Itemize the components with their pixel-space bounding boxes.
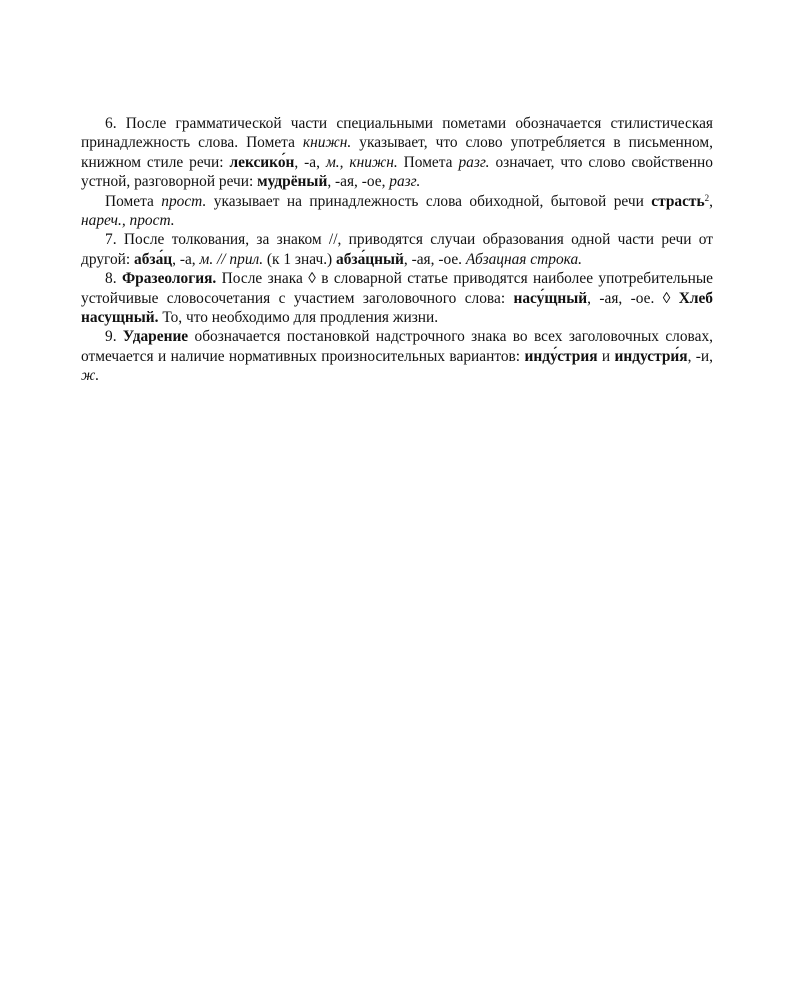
- text-run: ,: [709, 192, 713, 210]
- italic-label: ж.: [81, 367, 100, 385]
- bold-term: инду́стрия: [524, 347, 598, 365]
- bold-term: страсть: [651, 192, 705, 210]
- text-run: Помета: [105, 192, 162, 210]
- italic-label: м. // прил.: [199, 250, 264, 268]
- text-run: означает, что слово свойственно устной, разговорной речи:: [81, 153, 713, 191]
- bold-term: Фразеология.: [121, 270, 217, 288]
- text-run: указывает на принадлежность слова обиходной, бытовой речи: [206, 192, 652, 210]
- bold-term: насу́щный: [513, 289, 588, 307]
- text-run: То, что необходимо для продления жизни.: [158, 309, 439, 327]
- text-run: , -и,: [687, 347, 713, 365]
- bold-term: мудрёный: [257, 173, 328, 191]
- paragraph-6-prost-label: [81, 192, 713, 231]
- paragraph-7-derivation: [81, 230, 713, 269]
- italic-label: книжн.: [302, 134, 352, 152]
- text-run: 7. После толкования, за знаком //, приводятся случаи образования одной части речи от другой:: [81, 231, 713, 268]
- bold-term: лексико́н: [229, 153, 295, 171]
- italic-label: прост.: [161, 192, 207, 210]
- italic-label: разг.: [458, 153, 490, 171]
- text-run: , -а,: [294, 153, 326, 171]
- italic-label: нареч., прост.: [81, 212, 175, 230]
- text-run: , -а,: [172, 250, 200, 268]
- text-run: 9.: [105, 328, 123, 346]
- text-run: и: [597, 347, 615, 365]
- text-run: После знака ◊ в словарной статье приводятся наиболее употребительные устойчивые словосочетания с участием заголовочного слова:: [81, 270, 714, 307]
- paragraph-6-stylistic-labels: [81, 114, 713, 192]
- text-run: 8.: [105, 270, 122, 288]
- italic-label: разг.: [389, 173, 421, 191]
- dictionary-preface-text: [81, 114, 713, 386]
- text-run: обозначается постановкой надстрочного знака во всех заголовочных словах, отмечается и наличие нормативных произносительных вариантов:: [81, 328, 713, 365]
- paragraph-8-phraseology: [81, 269, 713, 327]
- bold-term: абза́цный: [336, 250, 404, 268]
- superscript-index: 2: [704, 192, 710, 203]
- bold-term: Хлеб насущный.: [81, 289, 713, 327]
- text-run: 6. После грамматической части специальными пометами обозначается стилистическая принадлежность слова. Помета: [81, 115, 713, 152]
- bold-term: абза́ц: [134, 250, 173, 268]
- bold-term: Ударение: [122, 328, 189, 346]
- italic-label: Абзацная строка.: [465, 250, 583, 268]
- paragraph-9-stress: [81, 327, 713, 385]
- italic-label: м., книжн.: [325, 153, 398, 171]
- text-run: , -ая, -ое. ◊: [587, 289, 679, 307]
- text-run: Помета: [397, 153, 459, 171]
- text-run: , -ая, -ое.: [403, 250, 466, 268]
- text-run: указывает, что слово употребляется в письменном, книжном стиле речи:: [81, 134, 713, 171]
- bold-term: индустри́я: [614, 347, 688, 365]
- text-run: (к 1 знач.): [263, 250, 337, 268]
- text-run: , -ая, -ое,: [327, 173, 390, 191]
